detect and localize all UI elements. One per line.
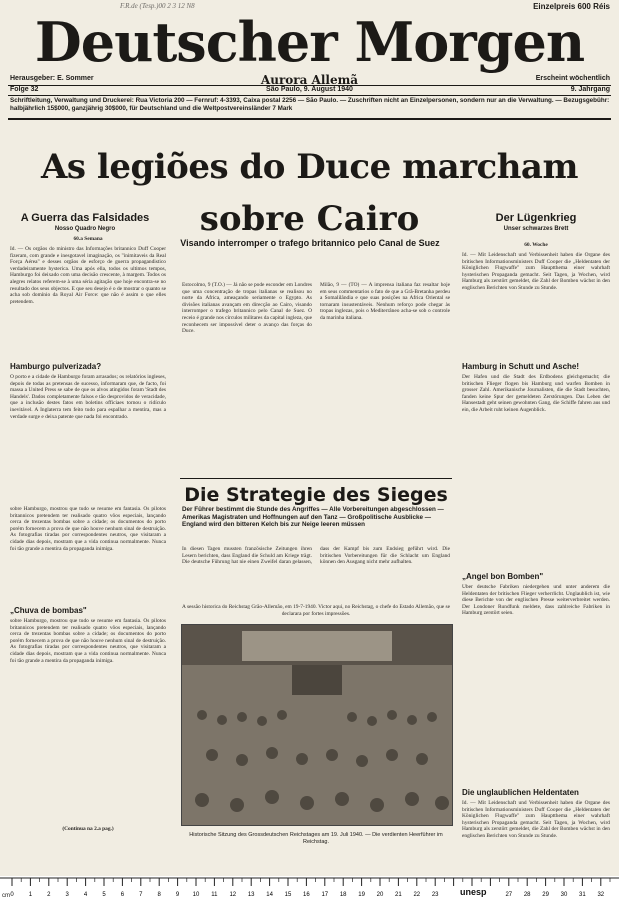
masthead-subtitle: Aurora Allemã [260, 73, 359, 87]
left-article-text-2: O porto e a cidade de Hamburgo foram arrasados; os relatórios ingleses, depois de todas as pretensas de sucesso, informaram que, de facto, foi massa a United Press se sabe de que os alvos atingidos foram 'Stadt des Handels'. Dados completamente falsos e tão desprovidos de veracidade, que a inclusão destes fatos em boletins officiaes tornou o ridículo inevitável. A Inglaterra tem feito tudo para espalhar a mentira, mas a verdade surge e deixa patente que nada foi encontrado. [10, 374, 166, 420]
right-article-text-1: Id. — Mit Leidenschaft und Verbissenheit haben die Organe des britischen Informationsministers Duff Cooper die „Heldentaten der Königlichen Flugwaffe" zum Hauptthema einer wahrhaft hysterischen Propaganda gemacht. Seit Tagen, ja Wochen, wird Hamburg als zerstört gemeldet, die Zahl der Bomben wächst in den englischen Berichten von Stunde zu Stunde. [462, 252, 610, 291]
section-hamburgo: Hamburgo pulverizada? [10, 362, 102, 371]
strategy-subheadline: Der Führer bestimmt die Stunde des Angriffes — Alle Vorbereitungen abgeschlossen — Amerikas Magistraten und Hoffnungen auf den Tanz — Großpolitische Ausblicke — England wird den bitteren Kelch bis zur Neige leeren müssen [182, 506, 444, 529]
ruler-number: 3 [65, 892, 69, 898]
price: Einzelpreis 600 Réis [533, 2, 610, 11]
ruler-number: 20 [376, 892, 384, 898]
ruler-number: 16 [303, 892, 310, 898]
ruler-number: 6 [120, 892, 125, 898]
left-article-section: 60.a Semana [73, 236, 103, 242]
left-article-text-3: sobre Hamburgo, mostrou que tudo se resume em fantasia. Os pilotos britannicos pretendem ter realisado quatro vôos especiais, lançando cerca de trezentas bombas sobre a cidade; os documentos do porto porém fornecem a prova de que não houve nenhum sinal de destruição. As fotografias tiradas por correspondentes neutros, que visitaram a cidade dias depois, mostram que a vida continua normalmente. Nunca foi tão grande a mentira da propaganda inimiga. [10, 506, 166, 552]
frequency: Erscheint wöchentlich [535, 75, 610, 82]
section-hamburg-de: Hamburg in Schutt und Asche! [462, 362, 580, 371]
ruler-number: 27 [505, 892, 513, 898]
strategy-headline: Die Strategie des Sieges [184, 484, 448, 506]
right-article-byline: Unser schwarzes Brett [503, 226, 569, 232]
ruler-number: 15 [284, 892, 292, 898]
middle-article-text-1: Estocolmo, 9 (T.O.) — Já não se pode esconder em Londres que uma concentração de tropas italianas se realisou no norte da Africa, ameaçando seriamente o Egypto. As divisões italianas avançam em direcção ao Cairo, visando interromper o trafego britannico pelo Canal de Suez. O receio é grande nos círculos militares da capital ingleza, que reconhecem ser impossível deter o avanço das forças do Duce. [182, 282, 312, 335]
ruler-number: 31 [579, 892, 586, 898]
ruler-number: 18 [339, 892, 347, 898]
ruler-number: 32 [597, 892, 605, 898]
ruler-number: 8 [157, 892, 161, 898]
ruler-number: 17 [321, 892, 329, 898]
ruler-number: 10 [192, 892, 200, 898]
editor: Herausgeber: E. Sommer [10, 75, 94, 82]
headline-line2: sobre Cairo [199, 199, 420, 239]
ruler-number: 21 [395, 892, 402, 898]
continued-note: (Continua na 2.a pag.) [62, 826, 114, 832]
scan-ruler [0, 876, 619, 901]
issue-number: Folge 32 [10, 86, 39, 93]
divider [180, 478, 452, 479]
photo-intro: A sessão historica do Reichstag Grão-Allemão, em 19-7-1940. Victor aqui, no Reichstag, o chefe do Estado Allemão, que se declarara por fortes impressões. [182, 604, 450, 617]
right-article-section: 60. Woche [524, 242, 548, 248]
left-article-title: A Guerra das Falsidades [20, 212, 150, 224]
masthead-title: Deutscher Morgen [34, 10, 585, 74]
ruler-number: 22 [413, 892, 421, 898]
ruler-number: 28 [523, 892, 531, 898]
ruler-number: 11 [211, 892, 218, 898]
ruler-number: 4 [83, 892, 88, 898]
admin-notice: Schriftleitung, Verwaltung und Druckerei: Rua Victoria 200 — Fernruf: 4-3393, Caixa postal 2256 — São Paulo. — Zuschriften nicht an Einzelpersonen, sondern nur an die Verwaltung. — Bezugsgebühr: halbjährlich 15$000, ganzjährig 30$000, für Deutschland und die Weltpostvereinsländer 7 Mark [10, 97, 610, 112]
ruler-number: 30 [560, 892, 568, 898]
ruler-number: 14 [266, 892, 273, 898]
ruler-number: 29 [542, 892, 549, 898]
photo-caption: Historische Sitzung des Grossdeutschen Reichstages am 19. Juli 1940. — Die verdienten Heerführer im Reichstag. [189, 832, 443, 845]
handwritten-note: F.R.de (Tesp.)00 2 3 12 N8 [120, 2, 195, 10]
section-angel: „Angel bon Bomben" [462, 572, 544, 581]
reichstag-photo [181, 624, 453, 826]
right-article-text-3: Über deutsche Fabriken niedergehen und unter anderem die Heldentaten der britischen Flieger verherrlicht. Unglaublich ist, wie diese Berichte von der englischen Presse weiterverbreitet werden. Der Londoner Rundfunk meldete, dass zahlreiche Fabriken in Hamburg zerstört seien. [462, 584, 610, 617]
left-article-text-1: Id. — Os orgãos do ministro das Informações britannico Duff Cooper fizeram, com grande e inesgotavel imaginação, os "inimitaveis da Real Força Aérea" e desses orgãos de esforço de guerra propagandistico verdadeiramente hysterica. Uma após ella, todos os ultimos tempos, Hamburgo foi deixado com uma decisão crescente, à margem. Todos os alegres relatos referem-se à uma séria agitação que hoje encontra-se no resultado dos seus objectos. E que seu desejo é o de mostrar o quanto se acha sob domínio da Royal Air Force: que não é assim o que elles pretendem. [10, 246, 166, 305]
headline-kicker: Visando interromper o trafego britannico pelo Canal de Suez [180, 238, 440, 248]
volume-year: 9. Jahrgang [570, 86, 610, 93]
strategy-text: In diesen Tagen mussten französische Zeitungen ihren Lesern berichten, dass England die Schuld am Kriege trägt. Die deutsche Führung hat nie einen Zweifel daran gelassen, dass der Kampf bis zum Endsieg geführt wird. Die britischen Vorbereitungen für die Schlacht um England können den Ausgang nicht mehr aufhalten. [182, 546, 450, 566]
section-chuva: „Chuva de bombas" [10, 606, 87, 615]
right-article-text-2: Der Hafen und die Stadt des Erdbodens gleichgemacht; die britischen Flieger flogen bis Hamburg und warfen Bomben in grosser Zahl. Amerikanische Journalisten, die die Stadt besuchten, fanden keine Spur der gemeldeten Zerstörungen. Das Leben der Hansestadt geht seinen gewohnten Gang, die Schiffe fahren aus und ein, die Arbeit ruht keinen Augenblick. [462, 374, 610, 413]
ruler-number: 1 [28, 892, 33, 898]
ruler-number: 9 [175, 892, 180, 898]
right-article-text-4: Id. — Mit Leidenschaft und Verbissenheit haben die Organe des britischen Informationsministers Duff Cooper die „Heldentaten der Königlichen Flugwaffe" zum Hauptthema einer wahrhaft hysterischen Propaganda gemacht. Seit Tagen, ja Wochen, wird Hamburg als zerstört gemeldet, die Zahl der Bomben wächst in den englischen Berichten von Stunde zu Stunde. [462, 800, 610, 839]
dateline: São Paulo, 9. August 1940 [266, 86, 353, 93]
divider [8, 95, 611, 96]
ruler-unit: cm [2, 893, 10, 899]
ruler-number: 19 [358, 892, 365, 898]
unesp-logo: unesp [460, 887, 487, 897]
section-helden: Die unglaublichen Heldentaten [462, 788, 579, 797]
headline-line1: As legiões do Duce marcham [41, 147, 578, 187]
ruler-ticks [0, 876, 619, 901]
middle-article-text-2: Milão, 9 — (TO) — A imprensa italiana faz resaltar hoje em seus commentarios o fato de que a Grã-Bretanha perdeu a Somalilândia e que suas posições na Africa Oriental se tornaram insustentáveis. Nenhum reforço pode chegar às tropas inglezas, pois o Mediterrâneo acha-se sob o controle da marinha italiana. [320, 282, 450, 321]
ruler-number: 12 [229, 892, 237, 898]
divider [8, 118, 611, 120]
ruler-number: 7 [139, 892, 143, 898]
ruler-number: 13 [247, 892, 255, 898]
photo-placeholder-graphic [182, 625, 452, 825]
ruler-number: 2 [47, 892, 51, 898]
ruler-number: 0 [10, 892, 14, 898]
left-article-text-4: sobre Hamburgo, mostrou que tudo se resume em fantasia. Os pilotos britannicos pretendem ter realisado quatro vôos especiais, lançando cerca de trezentas bombas sobre a cidade; os documentos do porto porém fornecem a prova de que não houve nenhum sinal de destruição. As fotografias tiradas por correspondentes neutros, que visitaram a cidade dias depois, mostram que a vida continua normalmente. Nunca foi tão grande a mentira da propaganda inimiga. [10, 618, 166, 664]
ruler-number: 5 [102, 892, 106, 898]
right-article-title: Der Lügenkrieg [495, 212, 577, 224]
ruler-number: 23 [431, 892, 439, 898]
left-article-byline: Nosso Quadro Negro [54, 226, 116, 232]
